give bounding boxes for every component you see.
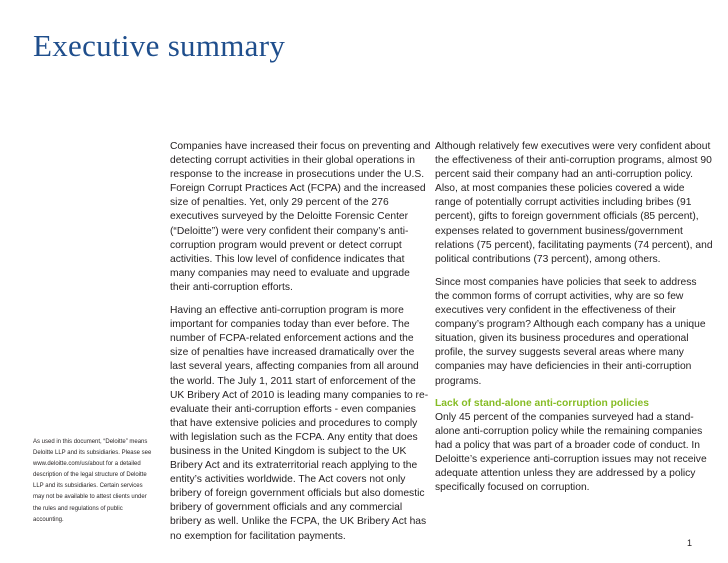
- legal-footnote: As used in this document, “Deloitte” means Deloitte LLP and its subsidiaries. Please see www.deloitte.com/us/about for a detailed description of the legal structure of Deloitte LLP and its subsidiaries. Certain services may not be available to attest clients under the rules and regulations of public accounting.: [33, 439, 152, 523]
- page-number: 1: [686, 538, 692, 548]
- middle-column: [170, 140, 432, 544]
- body-paragraph: Since most companies have policies that seek to address the common forms of corrupt activities, why are so few executives very confident in the effectiveness of their company’s program? Although each company has a unique situation, given its business procedures and operational profile, the survey suggests several areas where many companies may have deficiencies in their anti-corruption programs.: [435, 276, 706, 387]
- section-subheading: Lack of stand-alone anti-corruption policies: [435, 397, 649, 409]
- body-paragraph: Although relatively few executives were very confident about the effectiveness of their anti-corruption programs, almost 90 percent said their company had an anti-corruption policy. Also, at most companies these policies covered a wide range of potentially corrupt activities including bribes (91 percent), gifts to foreign government officials (85 percent), expenses related to government business/government relations (75 percent), facilitating payments (74 percent), and political contributions (73 percent), among others.: [435, 141, 713, 265]
- body-paragraph: Companies have increased their focus on preventing and detecting corrupt activities in their global operations in response to the increase in prosecutions under the U.S. Foreign Corrupt Practices Act (FCPA) and the increased size of penalties. Yet, only 29 percent of the 276 executives surveyed by the Deloitte Forensic Center (“Deloitte”) were very confident their company’s anti-corruption program would prevent or detect corrupt activities. This low level of confidence indicates that many companies may need to evaluate and upgrade their anti-corruption efforts.: [170, 141, 431, 293]
- body-paragraph: Having an effective anti-corruption program is more important for companies today than ever before. The number of FCPA-related enforcement actions and the size of penalties have increased dramatically over the last several years, affecting companies from all around the world. The July 1, 2011 start of enforcement of the UK Bribery Act of 2010 is leading many companies to re-evaluate their anti-corruption efforts - even companies that have extensive policies and procedures to comply with legislation such as the FCPA. Any entity that does business in the United Kingdom is subject to the UK Bribery Act and its extraterritorial reach applying to the entity’s activities worldwide. The Act covers not only bribery of foreign government officials but also domestic bribery of government officials and any commercial bribery as well. Unlike the FCPA, the UK Bribery Act has no exemption for facilitation payments.: [170, 305, 429, 542]
- page-title: Executive summary: [33, 28, 286, 63]
- body-paragraph: Only 45 percent of the companies surveyed had a stand-alone anti-corruption policy while the remaining companies had a policy that was part of a broader code of conduct. In Deloitte’s experience anti-corruption issues may not receive adequate attention unless they are addressed by a policy specifically focused on corruption.: [435, 411, 707, 494]
- right-column: [435, 140, 713, 495]
